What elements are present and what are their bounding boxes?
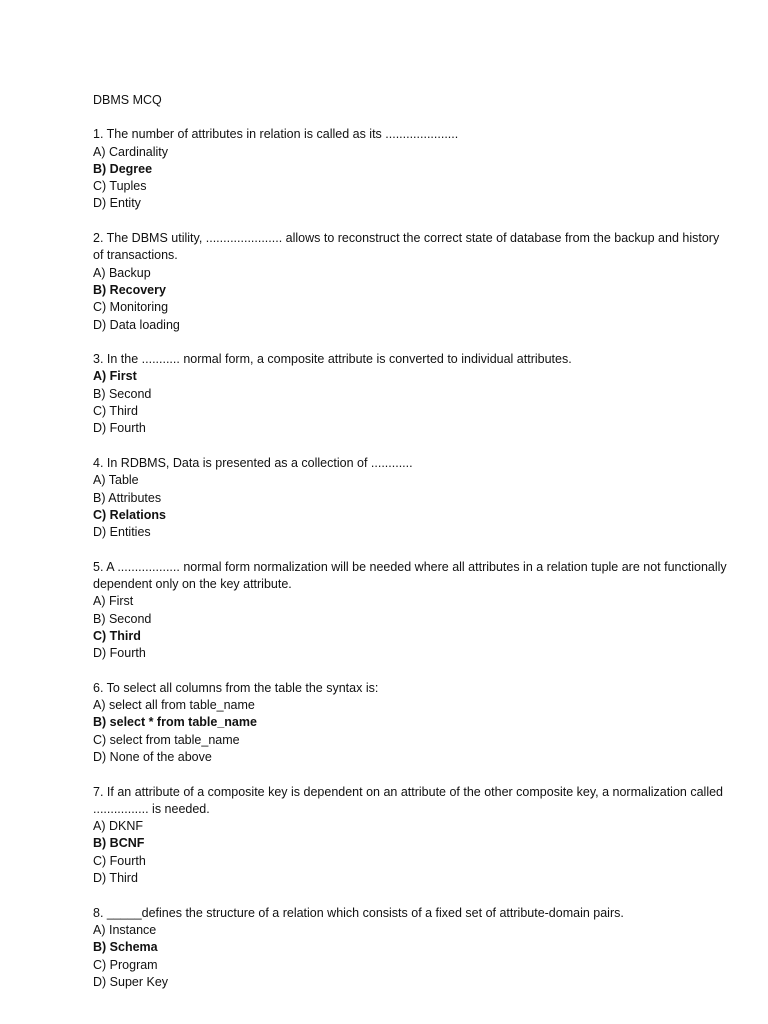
answer-option: B) Attributes <box>93 490 162 505</box>
question-7 <box>93 784 733 888</box>
question-text: 6. To select all columns from the table the syntax is: <box>93 680 379 695</box>
answer-option: D) Fourth <box>93 646 146 661</box>
question-text: 2. The DBMS utility, ...................... allows to reconstruct the correct state of database from the backup and history of transactions. <box>93 231 720 263</box>
question-text: 5. A .................. normal form normalization will be needed where all attributes in a relation tuple are not functionally dependent only on the key attribute. <box>93 559 727 592</box>
answer-option-correct: C) Third <box>93 628 141 643</box>
document-page <box>93 92 733 1008</box>
question-text: 8. _____defines the structure of a relation which consists of a fixed set of attribute-domain pairs. <box>93 905 624 920</box>
answer-option: A) Instance <box>93 922 157 937</box>
answer-options <box>93 472 733 541</box>
question-list <box>93 126 733 991</box>
question-8 <box>93 905 733 991</box>
answer-option: C) Program <box>93 957 158 972</box>
answer-option: C) Monitoring <box>93 300 169 315</box>
question-6 <box>93 680 733 766</box>
question-2 <box>93 230 733 334</box>
answer-option-correct: B) Schema <box>93 940 158 955</box>
answer-option: A) First <box>93 594 134 609</box>
answer-options <box>93 922 733 991</box>
answer-option: D) Third <box>93 871 138 886</box>
question-text: 4. In RDBMS, Data is presented as a collection of ............ <box>93 455 413 470</box>
answer-option: C) Third <box>93 404 138 419</box>
question-text: 1. The number of attributes in relation is called as its ..................... <box>93 127 459 142</box>
answer-option-correct: B) select * from table_name <box>93 715 257 730</box>
answer-option-correct: A) First <box>93 369 137 384</box>
answer-option: A) DKNF <box>93 819 143 834</box>
answer-option: D) None of the above <box>93 749 212 764</box>
answer-option: B) Second <box>93 611 152 626</box>
answer-option: A) Backup <box>93 265 151 280</box>
document-title: DBMS MCQ <box>93 93 162 107</box>
answer-options <box>93 697 733 766</box>
answer-option: D) Data loading <box>93 317 180 332</box>
answer-option-correct: B) BCNF <box>93 836 145 851</box>
answer-option-correct: C) Relations <box>93 507 166 522</box>
question-text: 3. In the ........... normal form, a composite attribute is converted to individual attributes. <box>93 352 572 367</box>
answer-options <box>93 265 733 334</box>
answer-option: D) Entities <box>93 525 151 540</box>
answer-options <box>93 593 733 662</box>
question-text: 7. If an attribute of a composite key is dependent on an attribute of the other composite key, a normalization called ................ is needed. <box>93 784 723 816</box>
answer-option: D) Super Key <box>93 974 169 989</box>
answer-option: D) Entity <box>93 196 141 211</box>
question-5 <box>93 559 733 663</box>
answer-options <box>93 144 733 213</box>
answer-options <box>93 818 733 887</box>
answer-option-correct: B) Degree <box>93 161 153 176</box>
answer-option: B) Second <box>93 386 152 401</box>
answer-option: C) Tuples <box>93 179 147 194</box>
question-1 <box>93 126 733 212</box>
answer-option-correct: B) Recovery <box>93 282 166 297</box>
answer-option: A) Cardinality <box>93 144 169 159</box>
answer-option: C) Fourth <box>93 853 146 868</box>
question-4 <box>93 455 733 541</box>
answer-option: C) select from table_name <box>93 732 240 747</box>
answer-option: A) Table <box>93 473 139 488</box>
answer-option: A) select all from table_name <box>93 698 255 713</box>
answer-option: D) Fourth <box>93 421 146 436</box>
question-3 <box>93 351 733 437</box>
answer-options <box>93 368 733 437</box>
